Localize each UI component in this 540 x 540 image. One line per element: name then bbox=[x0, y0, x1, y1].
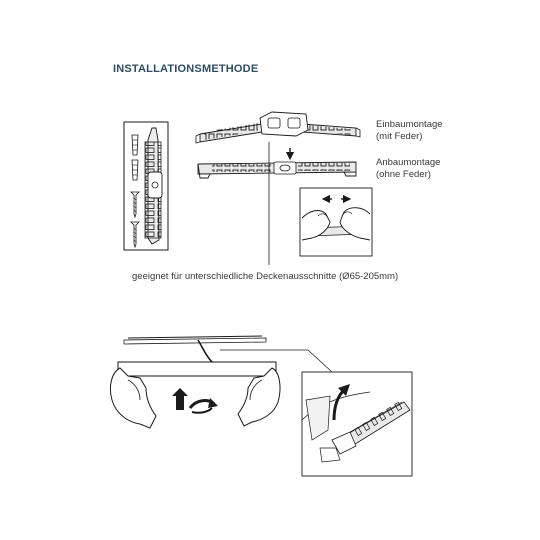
hand-icon bbox=[238, 368, 280, 426]
up-arrow-icon bbox=[172, 388, 188, 410]
rotate-arrow-icon bbox=[190, 398, 218, 413]
cutout-caption: geeignet für unterschiedliche Deckenausschnitte (Ø65-205mm) bbox=[132, 271, 399, 282]
wall-plug-icon bbox=[132, 135, 138, 155]
detail-inset bbox=[300, 188, 372, 256]
einbau-bracket bbox=[196, 112, 360, 143]
panel-light bbox=[118, 336, 332, 376]
einbau-label-line1: Einbaumontage bbox=[376, 119, 443, 130]
anbau-bracket bbox=[198, 162, 356, 178]
parts-box bbox=[124, 122, 168, 250]
anbau-label-line1: Anbaumontage bbox=[376, 157, 441, 168]
vertical-bracket bbox=[145, 128, 162, 244]
einbau-label-line2: (mit Feder) bbox=[376, 131, 423, 142]
anbau-label-line2: (ohne Feder) bbox=[376, 169, 431, 180]
wall-plug-icon bbox=[132, 160, 138, 180]
detail-inset-ceiling bbox=[302, 372, 412, 476]
hand-icon bbox=[110, 368, 156, 428]
page-title: INSTALLATIONSMETHODE bbox=[113, 63, 259, 75]
